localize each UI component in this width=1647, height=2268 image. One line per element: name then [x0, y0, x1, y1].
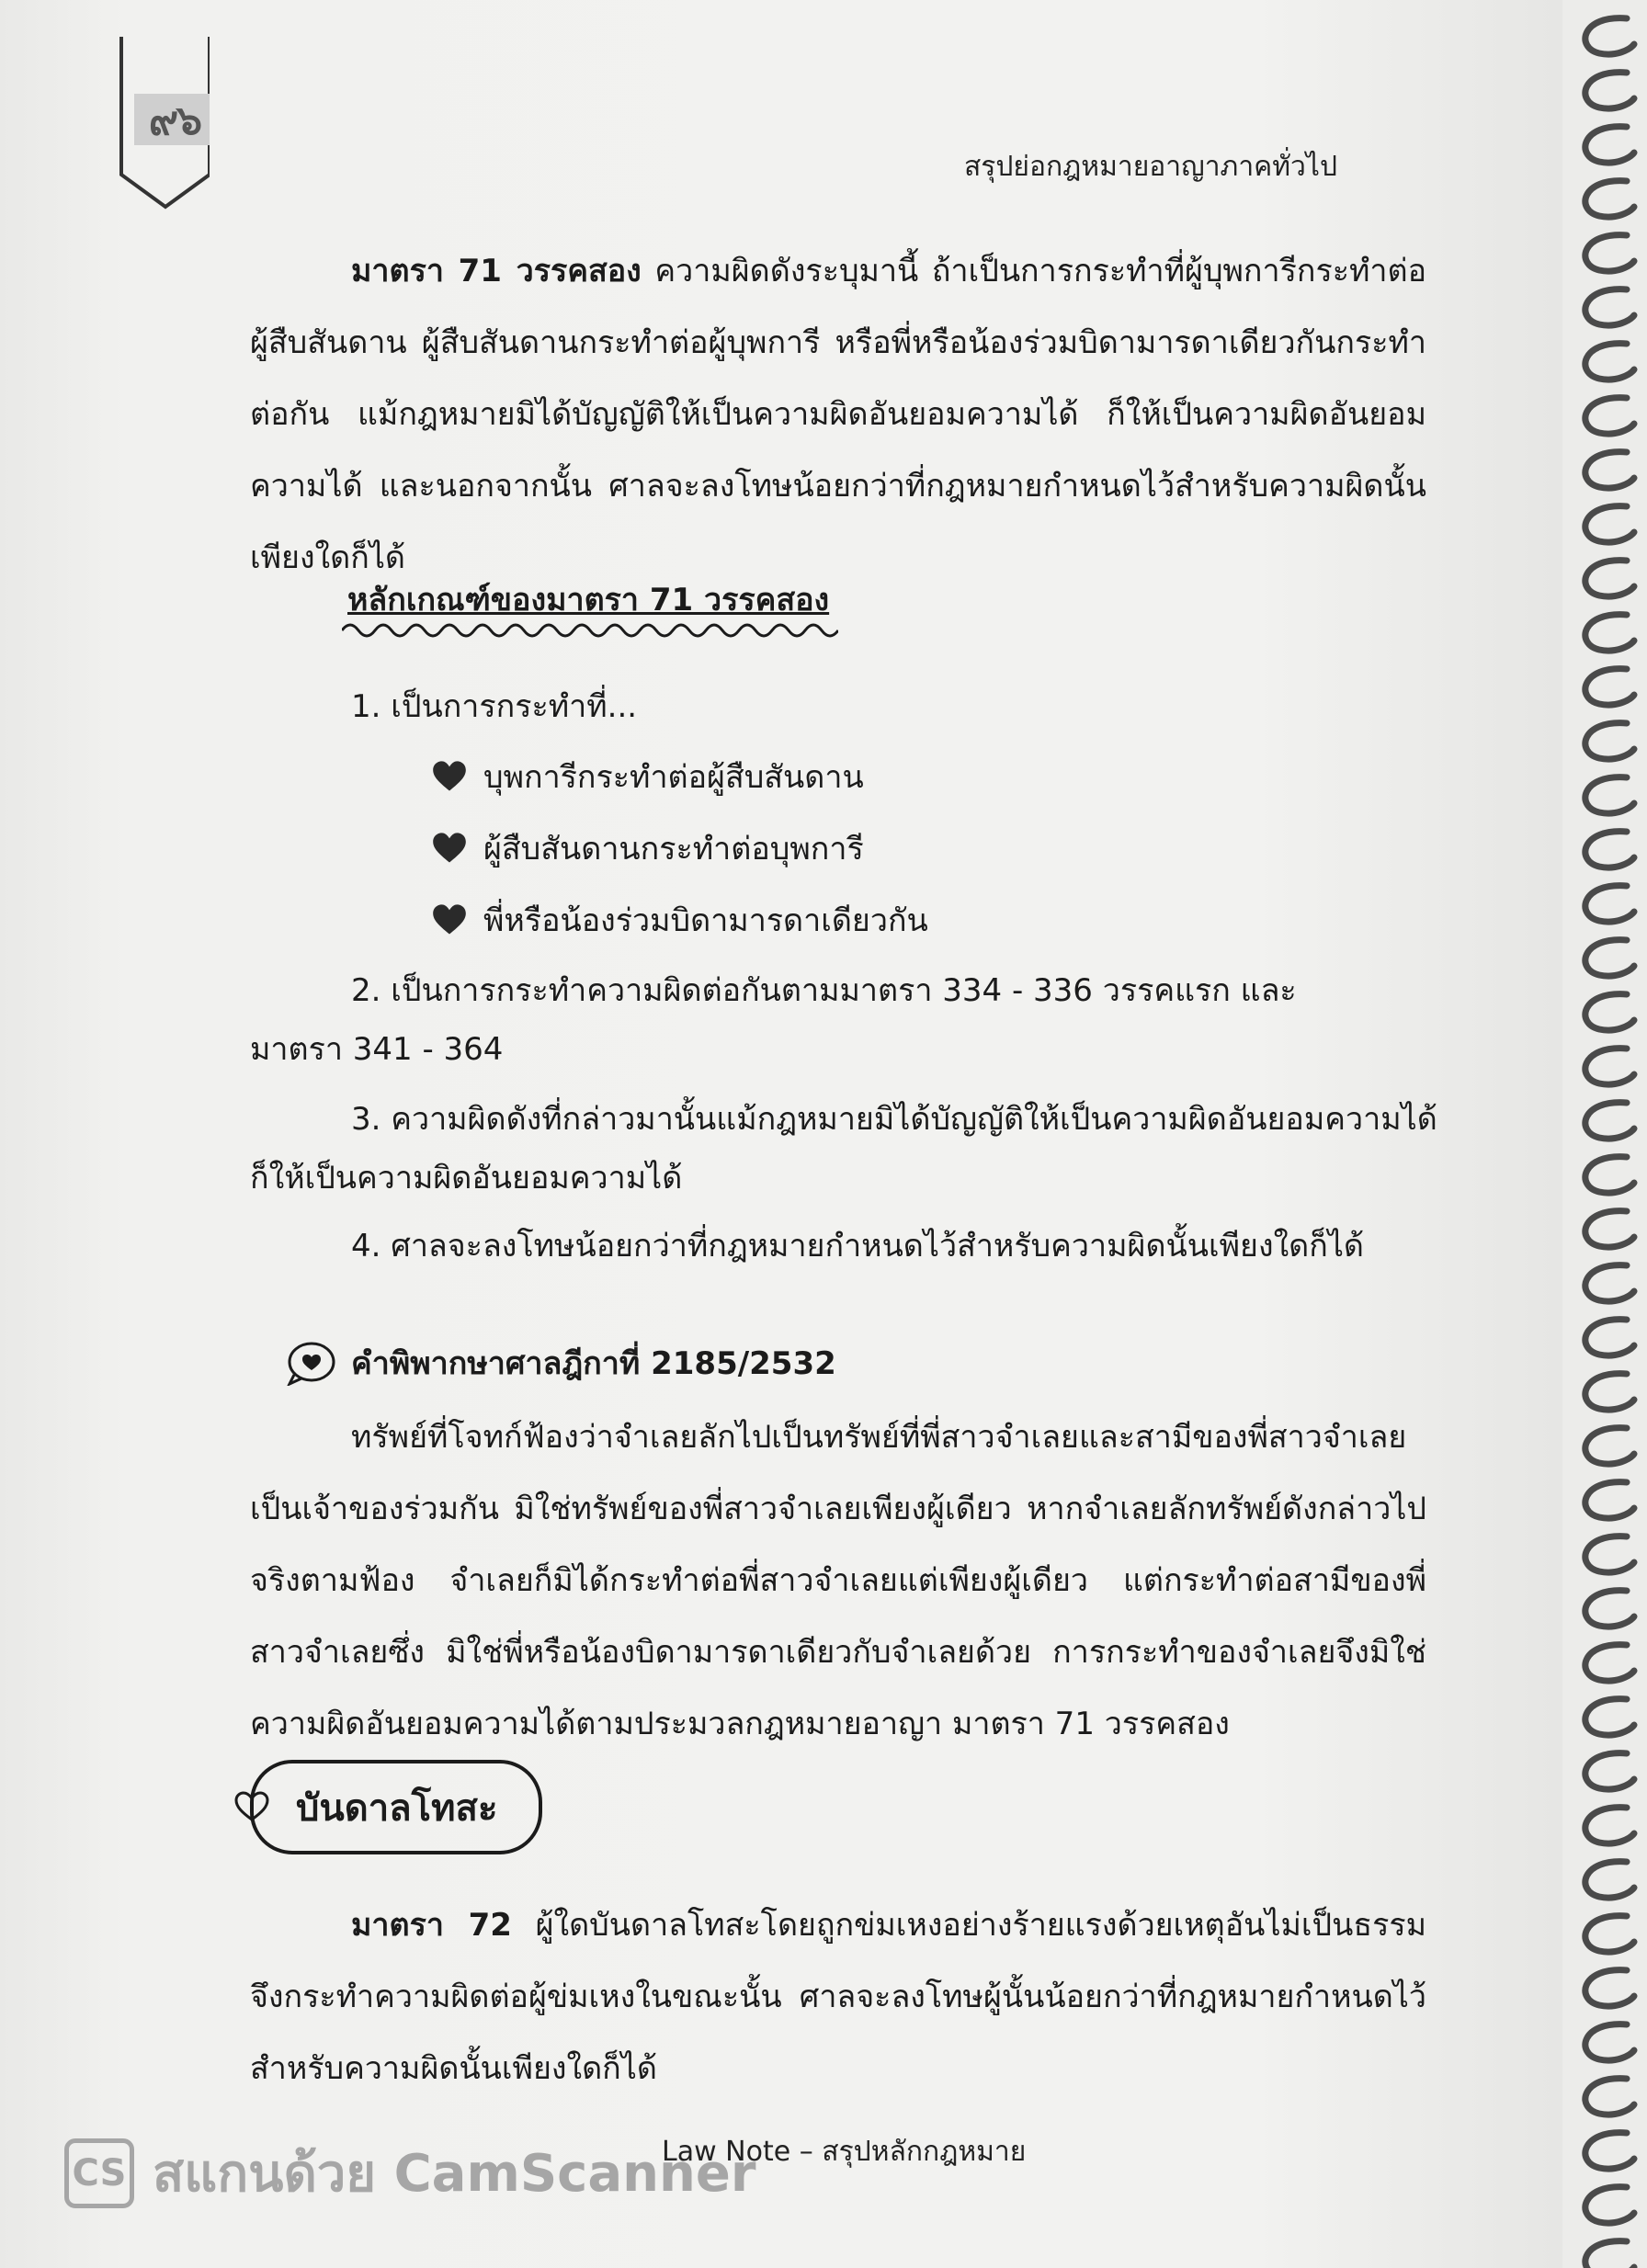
- principle-item-2-line1: 2. เป็นการกระทำความผิดต่อกันตามมาตรา 334 - 336 วรรคแรก และ: [351, 972, 1297, 1009]
- section-title: บันดาลโทสะ: [296, 1787, 498, 1830]
- section72-paragraph: [250, 1889, 1426, 2104]
- judgment-body: ทรัพย์ที่โจทก์ฟ้องว่าจำเลยลักไปเป็นทรัพย์ที่พี่สาวจำเลยและสามีของพี่สาวจำเลยเป็นเจ้าของร่วมกัน มิใช่ทรัพย์ของพี่สาวจำเลยเพียงผู้เดียว หากจำเลยลักทรัพย์ดังกล่าวไปจริงตามฟ้อง จำเลยก็มิได้กระทำต่อพี่สาวจำเลยแต่เพียงผู้เดียว แต่กระทำต่อสามีของพี่สาวจำเลยซึ่ง มิใช่พี่หรือน้องบิดามารดาเดียวกับจำเลยด้วย การกระทำของจำเลยจึงมิใช่ความผิดอันยอมความได้ตามประมวลกฎหมายอาญา มาตรา 71 วรรคสอง: [250, 1419, 1426, 1742]
- heart-icon: [432, 902, 467, 937]
- principle-item-4: 4. ศาลจะลงโทษน้อยกว่าที่กฎหมายกำหนดไว้สำหรับความผิดนั้นเพียงใดก็ได้: [351, 1228, 1365, 1264]
- spiral-coil: [1585, 289, 1634, 325]
- spiral-coil: [1585, 2024, 1634, 2060]
- wavy-underline: [342, 619, 838, 641]
- camscanner-watermark: [64, 2132, 755, 2214]
- spiral-coil: [1585, 832, 1634, 868]
- spiral-coil: [1585, 669, 1634, 705]
- spiral-coil: [1585, 1645, 1634, 1681]
- spiral-coil: [1585, 1699, 1634, 1735]
- bullet-row-2: [432, 823, 864, 873]
- spiral-coil: [1585, 561, 1634, 596]
- spiral-coil: [1585, 1103, 1634, 1139]
- spiral-coil: [1585, 1970, 1634, 2006]
- spiral-coil: [1585, 723, 1634, 759]
- spiral-coil: [1585, 1537, 1634, 1572]
- page-number: ๙๖: [148, 97, 201, 144]
- section72-body: ผู้ใดบันดาลโทสะโดยถูกข่มเหงอย่างร้ายแรงด้วยเหตุอันไม่เป็นธรรม จึงกระทำความผิดต่อผู้ข่มเหงในขณะนั้น ศาลจะลงโทษผู้นั้นน้อยกว่าที่กฎหมายกำหนดไว้สำหรับความผิดนั้นเพียงใดก็ได้: [250, 1907, 1427, 2087]
- spiral-coil: [1585, 73, 1634, 108]
- spiral-coil: [1585, 1374, 1634, 1410]
- heart-bubble-icon: [287, 1340, 336, 1386]
- spiral-coil: [1585, 181, 1634, 217]
- page-footer: Law Note – สรุปหลักกฎหมาย: [662, 2136, 1027, 2168]
- spiral-binding: [1562, 0, 1647, 2268]
- spiral-coil: [1585, 1157, 1634, 1193]
- spiral-coil: [1585, 2079, 1634, 2115]
- spiral-coil: [1585, 506, 1634, 542]
- spiral-coil: [1585, 1808, 1634, 1843]
- spiral-coil: [1585, 1916, 1634, 1952]
- spiral-coil: [1585, 1320, 1634, 1355]
- spiral-coil: [1585, 344, 1634, 380]
- section71-paragraph: [250, 235, 1426, 594]
- principle-item-3-line1: 3. ความผิดดังที่กล่าวมานั้นแม้กฎหมายมิได้บัญญัติให้เป็นความผิดอันยอมความได้: [351, 1101, 1437, 1138]
- bullet-text: บุพการีกระทำต่อผู้สืบสันดาน: [483, 759, 864, 796]
- spiral-coil: [1585, 398, 1634, 434]
- spiral-coil: [1585, 1265, 1634, 1301]
- spiral-coil: [1585, 1862, 1634, 1898]
- spiral-coil: [1585, 1753, 1634, 1789]
- section72-lead: มาตรา 72: [351, 1907, 512, 1944]
- spiral-coil: [1585, 1049, 1634, 1084]
- spiral-coil: [1585, 940, 1634, 976]
- spiral-coil: [1585, 2241, 1634, 2268]
- spiral-coil: [1585, 1482, 1634, 1518]
- spiral-coil: [1585, 615, 1634, 651]
- bullet-text: พี่หรือน้องร่วมบิดามารดาเดียวกัน: [483, 902, 928, 939]
- watermark-text: สแกนด้วย CamScanner: [153, 2144, 756, 2204]
- bullet-row-3: [432, 895, 928, 945]
- bullet-text: ผู้สืบสันดานกระทำต่อบุพการี: [483, 831, 864, 868]
- spiral-coil: [1585, 18, 1634, 54]
- spiral-coil: [1585, 1428, 1634, 1464]
- spiral-coil: [1585, 235, 1634, 271]
- running-header: สรุปย่อกฎหมายอาญาภาคทั่วไป: [963, 151, 1337, 183]
- spiral-coil: [1585, 2187, 1634, 2223]
- principles-heading: หลักเกณฑ์ของมาตรา 71 วรรคสอง: [347, 582, 830, 618]
- principle-item-3-line2: ก็ให้เป็นความผิดอันยอมความได้: [250, 1160, 683, 1196]
- heart-outline-icon: [233, 1790, 270, 1823]
- bullet-row-1: [432, 752, 864, 801]
- spiral-coil: [1585, 1211, 1634, 1247]
- heart-icon: [432, 759, 467, 794]
- camscanner-logo: CS: [64, 2138, 134, 2208]
- principle-item-1: 1. เป็นการกระทำที่...: [351, 688, 638, 725]
- section71-body: ความผิดดังระบุมานี้ ถ้าเป็นการกระทำที่ผู้บุพการีกระทำต่อผู้สืบสันดาน ผู้สืบสันดานกระทำต่อผู้บุพการี หรือพี่หรือน้องร่วมบิดามารดาเดียวกันกระทำต่อกัน แม้กฎหมายมิได้บัญญัติให้เป็นความผิดอันยอมความได้ ก็ให้เป็นความผิดอันยอมความได้ และนอกจากนั้น ศาลจะลงโทษน้อยกว่าที่กฎหมายกำหนดไว้สำหรับความผิดนั้นเพียงใดก็ได้: [250, 253, 1426, 576]
- spiral-coil: [1585, 452, 1634, 488]
- spiral-coil: [1585, 994, 1634, 1030]
- spiral-coil: [1585, 127, 1634, 163]
- heart-icon: [432, 831, 467, 866]
- spiral-coil: [1585, 1591, 1634, 1627]
- spiral-coil: [1585, 777, 1634, 813]
- principle-item-2-line2: มาตรา 341 - 364: [250, 1031, 504, 1068]
- spiral-coil: [1585, 886, 1634, 922]
- judgment-title: คำพิพากษาศาลฎีกาที่ 2185/2532: [351, 1345, 836, 1382]
- spiral-coil: [1585, 2133, 1634, 2169]
- section71-lead: มาตรา 71 วรรคสอง: [351, 253, 642, 289]
